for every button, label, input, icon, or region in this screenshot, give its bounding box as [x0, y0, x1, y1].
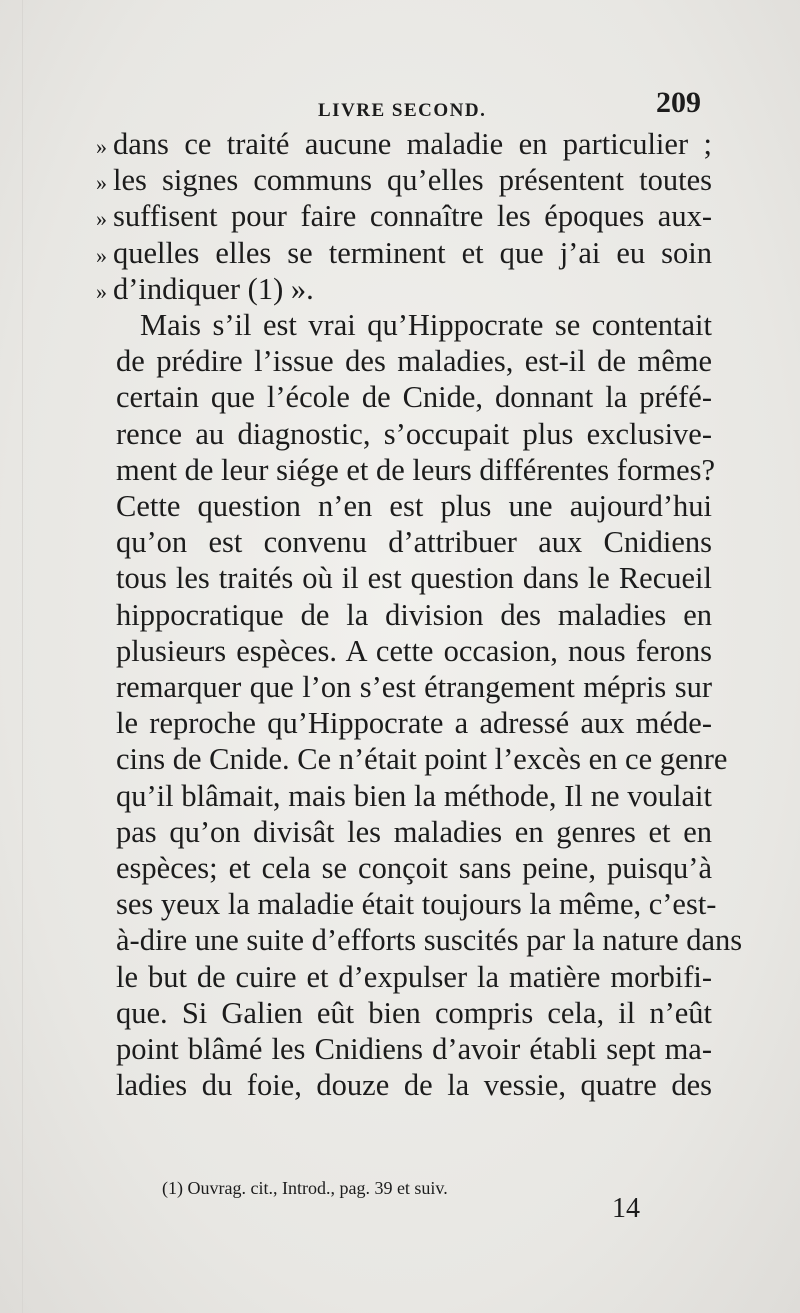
line-text: le but de cuire et d’expulser la matière morbifi-	[116, 959, 712, 994]
text-line	[116, 416, 712, 452]
signature-mark: 14	[612, 1193, 640, 1224]
line-text: suffisent pour faire connaître les époques aux-	[113, 199, 712, 234]
text-line	[96, 235, 712, 271]
text-line	[116, 343, 712, 379]
line-text: de prédire l’issue des maladies, est-il de même	[116, 344, 712, 379]
quote-mark: »	[96, 134, 107, 159]
page-edge-shadow	[22, 0, 23, 1313]
line-text: plusieurs espèces. A cette occasion, nous ferons	[116, 633, 712, 668]
line-text: qu’il blâmait, mais bien la méthode, Il ne voulait	[116, 778, 712, 813]
line-text: point blâmé les Cnidiens d’avoir établi sept ma-	[116, 1032, 712, 1066]
line-text: les signes communs qu’elles présentent toutes	[113, 163, 712, 198]
text-line	[116, 1067, 712, 1103]
line-text: d’indiquer (1) ».	[113, 271, 314, 306]
line-text: tous les traités où il est question dans le Recueil	[116, 561, 712, 596]
line-text: le reproche qu’Hippocrate a adressé aux méde-	[116, 706, 712, 741]
line-text: dans ce traité aucune maladie en particulier ;	[113, 127, 712, 161]
text-line	[116, 850, 712, 886]
line-text: hippocratique de la division des maladies en	[116, 597, 712, 632]
page-header	[0, 86, 800, 126]
text-line	[96, 198, 712, 234]
text-line	[116, 524, 712, 560]
text-line	[116, 1031, 712, 1067]
line-text: que. Si Galien eût bien compris cela, il n’eût	[116, 995, 712, 1030]
text-line	[116, 778, 712, 814]
line-text: cins de Cnide. Ce n’était point l’excès en ce genre	[116, 742, 728, 777]
text-line	[116, 959, 712, 995]
text-line	[116, 633, 712, 669]
text-line	[116, 560, 712, 596]
quote-mark: »	[96, 242, 107, 268]
text-line	[116, 814, 712, 850]
line-text: pas qu’on divisât les maladies en genres et en	[116, 814, 712, 849]
text-line	[116, 669, 712, 705]
page-number: 209	[656, 86, 701, 119]
line-text: ladies du foie, douze de la vessie, quatre des	[116, 1068, 712, 1103]
quote-mark: »	[96, 206, 107, 232]
text-line	[116, 488, 712, 524]
running-title: LIVRE SECOND.	[318, 100, 487, 121]
text-line	[116, 741, 728, 777]
line-text: Mais s’il est vrai qu’Hippocrate se contentait	[140, 308, 712, 342]
text-line	[96, 271, 712, 307]
line-text: Cette question n’en est plus une aujourd’hui	[116, 489, 712, 523]
line-text: rence au diagnostic, s’occupait plus exclusive-	[116, 416, 712, 451]
line-text: espèces; et cela se conçoit sans peine, puisqu’à	[116, 851, 712, 885]
text-line	[96, 126, 712, 162]
line-text: quelles elles se terminent et que j’ai eu soin	[113, 235, 712, 270]
text-line	[140, 307, 712, 343]
text-line	[116, 995, 712, 1031]
line-text: remarquer que l’on s’est étrangement mépris sur	[116, 670, 712, 704]
text-line	[116, 922, 743, 958]
line-text: à-dire une suite d’efforts suscités par la nature dans	[116, 923, 743, 958]
line-text: certain que l’école de Cnide, donnant la préfé-	[116, 380, 712, 415]
line-text: ment de leur siége et de leurs différentes formes?	[116, 452, 716, 487]
text-line	[116, 597, 712, 633]
text-line	[116, 452, 716, 488]
line-text: ses yeux la maladie était toujours la même, c’est-	[116, 887, 717, 922]
text-line	[116, 379, 712, 415]
text-line	[116, 886, 717, 922]
footnote: (1) Ouvrag. cit., Introd., pag. 39 et suiv.	[162, 1178, 448, 1198]
line-text: qu’on est convenu d’attribuer aux Cnidiens	[116, 525, 712, 560]
text-line	[96, 162, 712, 198]
text-line	[116, 705, 712, 741]
quote-mark: »	[96, 278, 107, 304]
quote-mark: »	[96, 170, 107, 196]
